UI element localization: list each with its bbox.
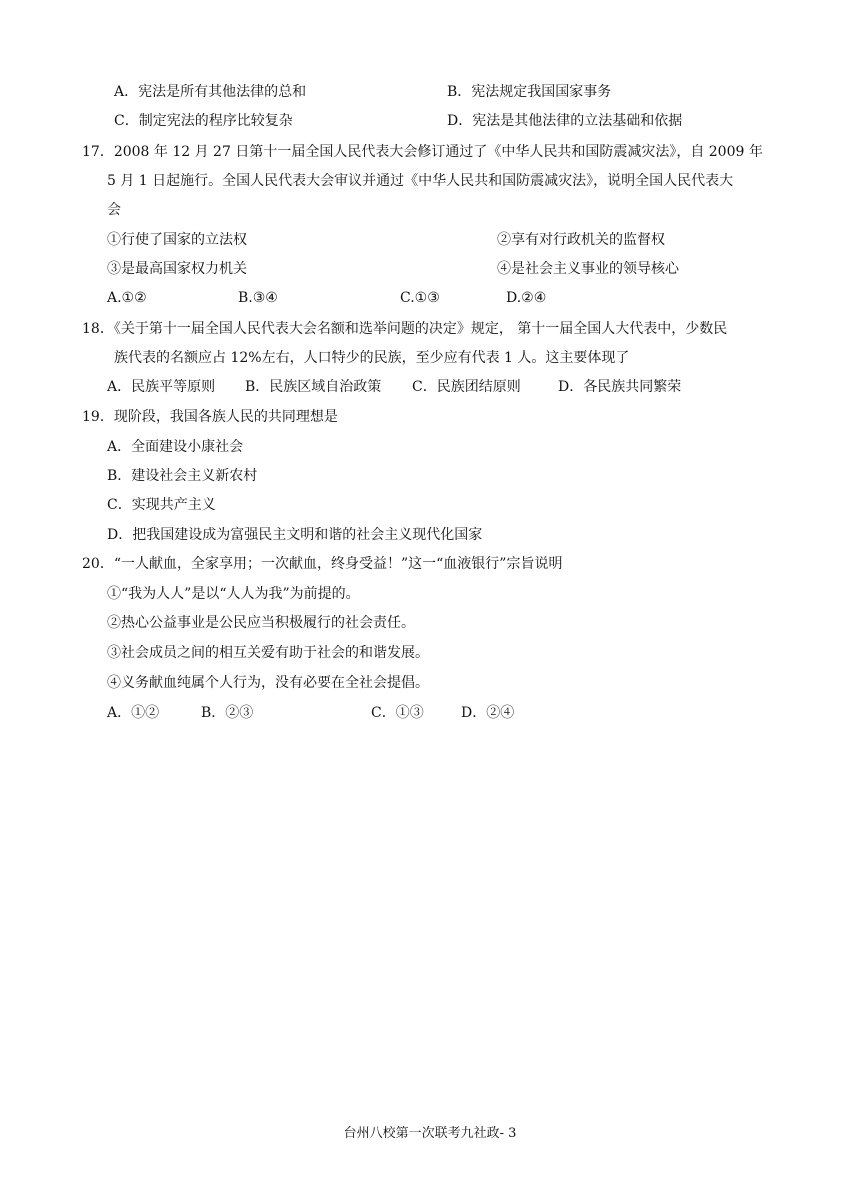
q19-option-c: C．实现共产主义 [107, 497, 216, 513]
q17-stem-line2: 5 月 1 日起施行。全国人民代表大会审议并通过《中华人民共和国防震减灾法》，说明全国人民代表大 [107, 173, 734, 189]
q16-option-c: C．制定宪法的程序比较复杂 [114, 113, 293, 129]
q17-option-b: B.③④ [238, 290, 278, 306]
q17-option-a: A.①② [107, 290, 147, 306]
q17-statement-1: ①行使了国家的立法权 [107, 232, 247, 248]
q18-stem-line1: 18．《关于第十一届全国人民代表大会名额和选举问题的决定》规定， 第十一届全国人大代表中，少数民 [82, 321, 728, 337]
q19-option-a: A．全面建设小康社会 [107, 439, 244, 455]
q16-option-b: B．宪法规定我国国家事务 [447, 84, 612, 100]
q20-statement-2: ②热心公益事业是公民应当积极履行的社会责任。 [107, 615, 415, 631]
q17-option-d: D.②④ [506, 290, 547, 306]
q20-option-b: B．②③ [201, 705, 254, 721]
q20-option-a: A．①② [107, 705, 160, 721]
q17-statement-3: ③是最高国家权力机关 [107, 261, 247, 277]
q18-option-d: D．各民族共同繁荣 [558, 379, 682, 395]
q17-statement-2: ②享有对行政机关的监督权 [497, 232, 665, 248]
q20-option-d: D．②④ [461, 705, 515, 721]
page-footer: 台州八校第一次联考九社政- 3 [343, 1126, 517, 1141]
q17-stem-line3: 会 [107, 202, 121, 218]
q20-statement-3: ③社会成员之间的相互关爱有助于社会的和谐发展。 [107, 645, 429, 661]
q18-option-c: C．民族团结原则 [412, 379, 521, 395]
q16-option-d: D．宪法是其他法律的立法基础和依据 [447, 113, 683, 129]
q20-statement-4: ④义务献血纯属个人行为，没有必要在全社会提倡。 [107, 675, 429, 691]
q18-option-b: B．民族区域自治政策 [245, 379, 382, 395]
q20-stem: 20．“一人献血，全家享用；一次献血，终身受益！”这一“血液银行”宗旨说明 [82, 556, 563, 572]
q16-option-a: A．宪法是所有其他法律的总和 [114, 84, 307, 100]
q18-option-a: A．民族平等原则 [107, 379, 216, 395]
q18-stem-line2: 族代表的名额应占 12%左右，人口特少的民族，至少应有代表 1 人。这主要体现了 [114, 350, 630, 366]
q17-statement-4: ④是社会主义事业的领导核心 [497, 261, 679, 277]
q19-option-d: D．把我国建设成为富强民主文明和谐的社会主义现代化国家 [107, 527, 483, 543]
q17-stem-line1: 17．2008 年 12 月 27 日第十一届全国人民代表大会修订通过了《中华人民共和国防震减灾法》，自 2009 年 [82, 144, 763, 160]
q17-option-c: C.①③ [400, 290, 440, 306]
q20-option-c: C．①③ [371, 705, 424, 721]
q20-statement-1: ①“我为人人”是以“人人为我”为前提的。 [107, 586, 360, 602]
q19-option-b: B．建设社会主义新农村 [107, 468, 258, 484]
q19-stem: 19．现阶段，我国各族人民的共同理想是 [82, 409, 338, 425]
